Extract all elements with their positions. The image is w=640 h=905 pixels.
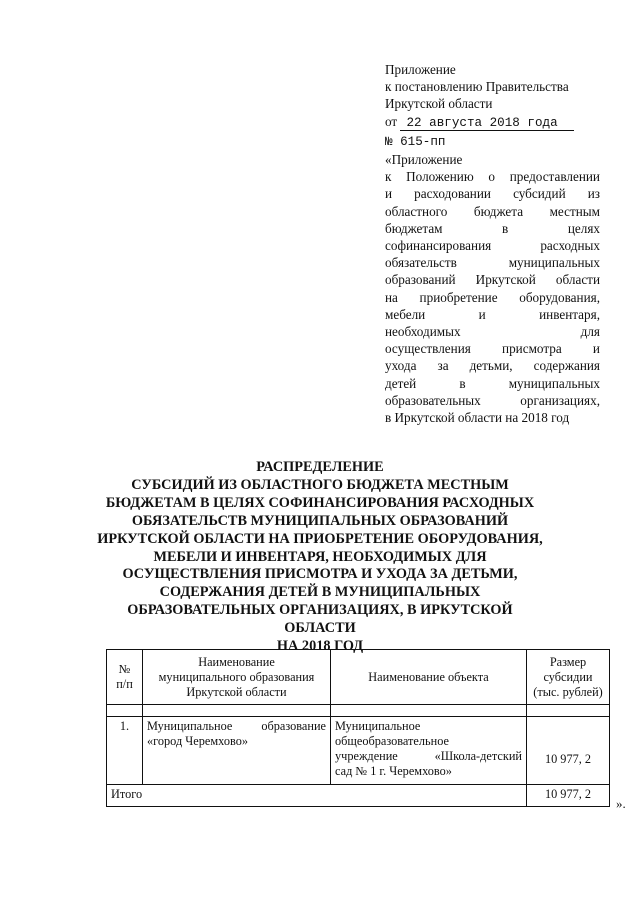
document-title: [96, 459, 544, 656]
title-line: НА 2018 ГОД: [276, 638, 364, 655]
row-municipality: Муниципальное образование «город Черемхово»: [143, 717, 331, 785]
header-ref-line: детей в муниципальных: [385, 375, 600, 391]
decree-date-line: [385, 113, 600, 132]
header-ref-line: и расходовании субсидий из: [385, 186, 600, 202]
row-object: Муниципальное общеобразовательное учреждение «Школа-детский сад № 1 г. Черемхово»: [331, 717, 527, 785]
header-ref-line: образований Иркутской области: [385, 272, 600, 288]
title-line: МЕБЕЛИ И ИНВЕНТАРЯ, НЕОБХОДИМЫХ ДЛЯ: [153, 548, 487, 565]
header-object: Наименование объекта: [331, 650, 527, 705]
header-line: «Приложение: [385, 152, 463, 168]
table-row: [107, 717, 610, 785]
header-ref-line: софинансирования расходных: [385, 238, 600, 254]
header-num: № п/п: [107, 650, 143, 705]
header-ref-line: мебели и инвентаря,: [385, 306, 600, 322]
title-line: ОБЯЗАТЕЛЬСТВ МУНИЦИПАЛЬНЫХ ОБРАЗОВАНИЙ: [131, 512, 509, 529]
header-ref-line: бюджетам в целях: [385, 220, 600, 236]
header-ref-line: на приобретение оборудования,: [385, 289, 600, 305]
header-ref-line: областного бюджета местным: [385, 203, 600, 219]
total-amount: 10 977, 2: [527, 785, 610, 807]
header-amount: Размер субсидии (тыс. рублей): [527, 650, 610, 705]
header-line: к постановлению Правительства: [385, 79, 569, 95]
table-spacer-row: [107, 705, 610, 717]
row-num: 1.: [107, 717, 143, 785]
title-line: СУБСИДИЙ ИЗ ОБЛАСТНОГО БЮДЖЕТА МЕСТНЫМ: [131, 476, 509, 493]
decree-number: № 615-пп: [385, 134, 446, 149]
table-total-row: [107, 785, 610, 807]
header-line: Иркутской области: [385, 96, 493, 112]
closing-quote: ».: [616, 796, 626, 811]
header-municipality: Наименование муниципального образования Иркутской области: [143, 650, 331, 705]
header-line: Приложение: [385, 62, 456, 77]
header-ref-line: необходимых для: [385, 324, 600, 340]
row-amount: 10 977, 2: [527, 717, 610, 785]
header-ref-line: к Положению о предоставлении: [385, 169, 600, 185]
title-line: ИРКУТСКОЙ ОБЛАСТИ НА ПРИОБРЕТЕНИЕ ОБОРУДОВАНИЯ,: [97, 530, 543, 547]
header-ref-line: обязательств муниципальных: [385, 255, 600, 271]
title-line: СОДЕРЖАНИЯ ДЕТЕЙ В МУНИЦИПАЛЬНЫХ: [159, 584, 481, 601]
header-ref-line: осуществления присмотра и: [385, 341, 600, 357]
header-ref-line: ухода за детьми, содержания: [385, 358, 600, 374]
title-line: РАСПРЕДЕЛЕНИЕ: [256, 459, 384, 475]
date-prefix: от: [385, 113, 398, 129]
title-line: ОБРАЗОВАТЕЛЬНЫХ ОРГАНИЗАЦИЯХ, В ИРКУТСКОЙ ОБЛАСТИ: [127, 602, 513, 637]
decree-number-line: [385, 132, 600, 151]
header-ref-line: в Иркутской области на 2018 год: [385, 410, 570, 426]
decree-date: 22 августа 2018 года: [400, 116, 573, 131]
appendix-header: [385, 61, 600, 426]
total-label: Итого: [107, 785, 527, 807]
header-ref-line: образовательных организациях,: [385, 392, 600, 408]
subsidy-distribution-table: [106, 649, 610, 807]
title-line: ОСУЩЕСТВЛЕНИЯ ПРИСМОТРА И УХОДА ЗА ДЕТЬМИ,: [122, 566, 518, 583]
title-line: БЮДЖЕТАМ В ЦЕЛЯХ СОФИНАНСИРОВАНИЯ РАСХОДНЫХ: [105, 494, 535, 511]
table-header-row: [107, 650, 610, 705]
